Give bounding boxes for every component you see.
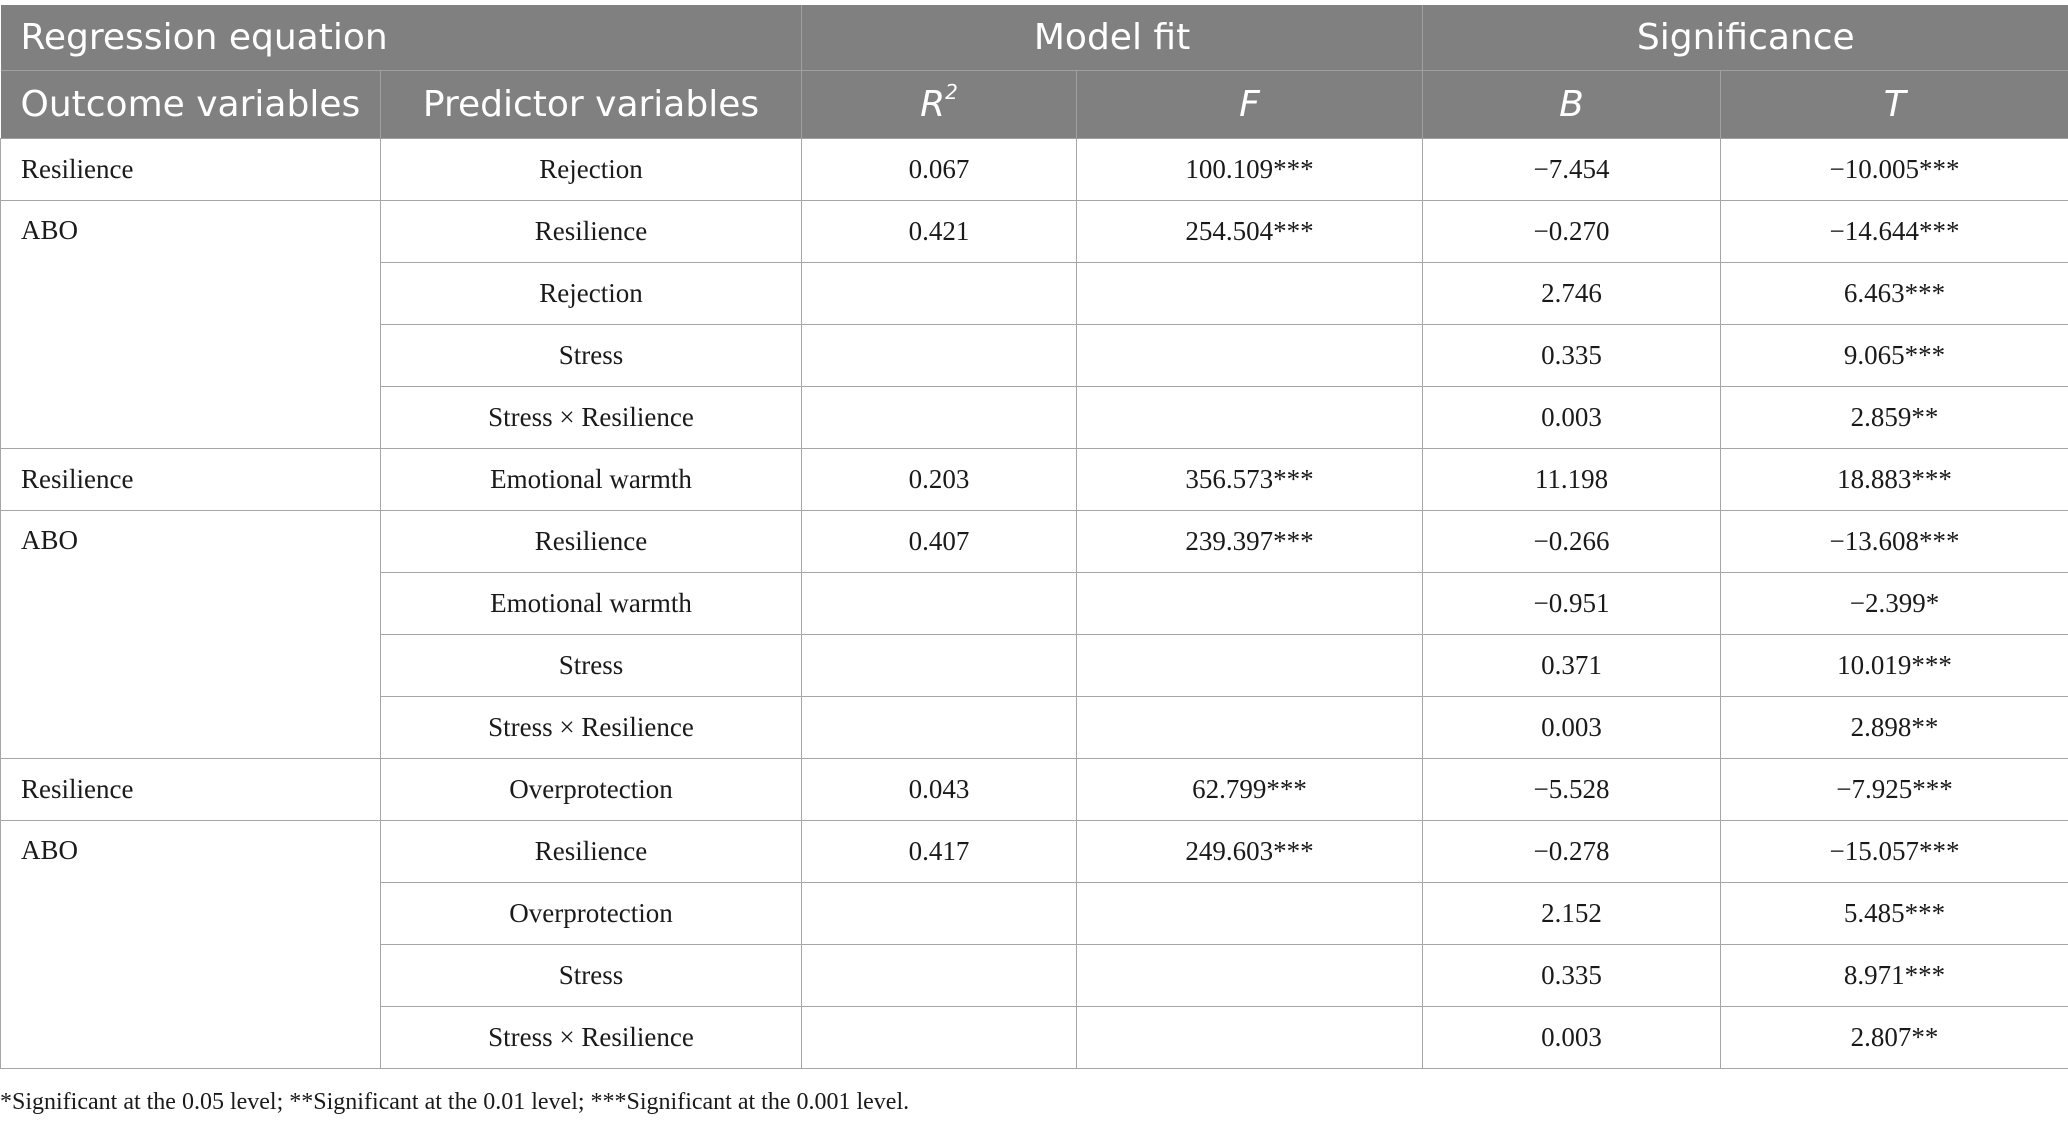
b-cell: 0.003 [1423,1007,1721,1069]
b-cell: 11.198 [1423,449,1721,511]
predictor-cell: Emotional warmth [381,573,802,635]
b-cell: 2.152 [1423,883,1721,945]
t-cell: 5.485*** [1721,883,2068,945]
t-cell: −15.057*** [1721,821,2068,883]
t-cell: 8.971*** [1721,945,2068,1007]
f-cell: 239.397*** [1077,511,1423,573]
predictor-cell: Stress × Resilience [381,387,802,449]
t-cell: 9.065*** [1721,325,2068,387]
header-r-squared [802,71,1077,139]
table-header [1,5,2068,139]
f-cell [1077,263,1423,325]
t-cell: 2.807** [1721,1007,2068,1069]
b-cell: −0.270 [1423,201,1721,263]
t-cell: 2.859** [1721,387,2068,449]
b-cell: −7.454 [1423,139,1721,201]
t-cell: 10.019*** [1721,635,2068,697]
predictor-cell: Resilience [381,201,802,263]
t-cell: −14.644*** [1721,201,2068,263]
predictor-cell: Stress [381,635,802,697]
r2-cell [802,1007,1077,1069]
predictor-cell: Overprotection [381,883,802,945]
footnote: *Significant at the 0.05 level; **Significant at the 0.01 level; ***Significant at the 0.001 level. [0,1089,910,1115]
b-cell: 0.335 [1423,325,1721,387]
t-cell: 6.463*** [1721,263,2068,325]
r2-cell [802,573,1077,635]
r2-cell [802,883,1077,945]
predictor-cell: Rejection [381,263,802,325]
f-cell [1077,387,1423,449]
predictor-cell: Stress [381,325,802,387]
table-row [1,201,2068,263]
f-cell [1077,697,1423,759]
header-f: F [1077,71,1423,139]
f-cell [1077,945,1423,1007]
table-row [1,511,2068,573]
r2-cell: 0.067 [802,139,1077,201]
t-cell: −2.399* [1721,573,2068,635]
f-cell: 249.603*** [1077,821,1423,883]
r2-cell [802,635,1077,697]
r2-cell: 0.417 [802,821,1077,883]
b-cell: 2.746 [1423,263,1721,325]
predictor-cell: Resilience [381,821,802,883]
table-row [1,821,2068,883]
f-cell [1077,1007,1423,1069]
r2-cell: 0.407 [802,511,1077,573]
t-cell: 2.898** [1721,697,2068,759]
b-cell: −5.528 [1423,759,1721,821]
b-cell: 0.371 [1423,635,1721,697]
table-row [1,759,2068,821]
f-cell [1077,883,1423,945]
outcome-cell: ABO [1,511,381,759]
b-cell: −0.951 [1423,573,1721,635]
predictor-cell: Stress [381,945,802,1007]
r2-cell: 0.421 [802,201,1077,263]
header-b: B [1423,71,1721,139]
f-cell [1077,573,1423,635]
predictor-cell: Stress × Resilience [381,1007,802,1069]
b-cell: 0.003 [1423,387,1721,449]
r2-cell [802,387,1077,449]
table-row [1,449,2068,511]
b-cell: −0.266 [1423,511,1721,573]
predictor-cell: Rejection [381,139,802,201]
header-outcome-variables: Outcome variables [1,71,381,139]
outcome-cell: Resilience [1,139,381,201]
outcome-cell: Resilience [1,449,381,511]
t-cell: −7.925*** [1721,759,2068,821]
f-cell: 100.109*** [1077,139,1423,201]
t-cell: −10.005*** [1721,139,2068,201]
f-cell [1077,325,1423,387]
outcome-cell: ABO [1,201,381,449]
predictor-cell: Stress × Resilience [381,697,802,759]
header-t: T [1721,71,2068,139]
t-cell: 18.883*** [1721,449,2068,511]
header-model-fit: Model fit [802,5,1423,71]
b-cell: 0.335 [1423,945,1721,1007]
header-significance: Significance [1423,5,2068,71]
r2-cell [802,945,1077,1007]
f-cell: 356.573*** [1077,449,1423,511]
predictor-cell: Resilience [381,511,802,573]
outcome-cell: ABO [1,821,381,1069]
predictor-cell: Overprotection [381,759,802,821]
r2-cell: 0.043 [802,759,1077,821]
header-predictor-variables: Predictor variables [381,71,802,139]
r2-cell: 0.203 [802,449,1077,511]
r2-cell [802,325,1077,387]
f-cell: 62.799*** [1077,759,1423,821]
f-cell: 254.504*** [1077,201,1423,263]
t-cell: −13.608*** [1721,511,2068,573]
r-label: R [920,84,946,125]
header-regression-equation: Regression equation [1,5,802,71]
r2-cell [802,697,1077,759]
b-cell: −0.278 [1423,821,1721,883]
table-row [1,139,2068,201]
r2-cell [802,263,1077,325]
predictor-cell: Emotional warmth [381,449,802,511]
b-cell: 0.003 [1423,697,1721,759]
table-body [1,139,2068,1069]
outcome-cell: Resilience [1,759,381,821]
r-superscript: 2 [945,80,958,104]
f-cell [1077,635,1423,697]
regression-table [0,5,2068,1069]
